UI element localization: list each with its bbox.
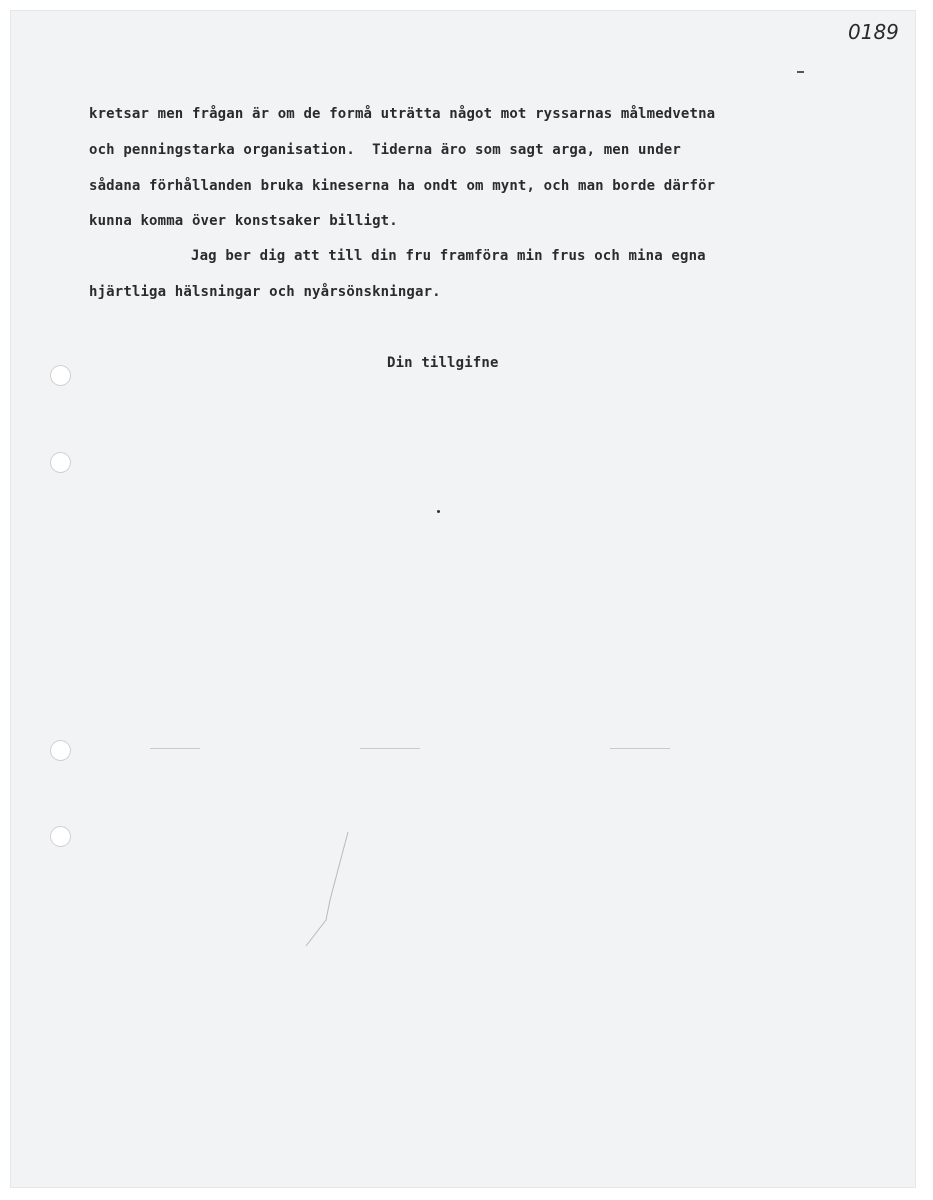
punch-hole [50, 452, 71, 473]
letter-line-2: och penningstarka organisation. Tiderna äro som sagt arga, men under [89, 142, 681, 158]
page-number: 0189 [848, 20, 899, 44]
fold-mark [150, 748, 200, 749]
fold-mark [610, 748, 670, 749]
letter-line-1: kretsar men frågan är om de formå uträtta något mot ryssarnas målmedvetna [89, 106, 716, 122]
fold-mark [360, 748, 420, 749]
letter-line-3: sådana förhållanden bruka kineserna ha ondt om mynt, och man borde därför [89, 178, 716, 194]
paper-crease [300, 830, 360, 950]
letter-line-6: hjärtliga hälsningar och nyårsönskningar. [89, 284, 441, 300]
pencil-mark [797, 71, 804, 73]
closing-salutation: Din tillgifne [387, 355, 499, 371]
punch-hole [50, 826, 71, 847]
ink-speck [437, 510, 440, 513]
letter-line-4: kunna komma över konstsaker billigt. [89, 213, 398, 229]
punch-hole [50, 740, 71, 761]
letter-line-5: Jag ber dig att till din fru framföra min frus och mina egna [191, 248, 706, 264]
punch-hole [50, 365, 71, 386]
